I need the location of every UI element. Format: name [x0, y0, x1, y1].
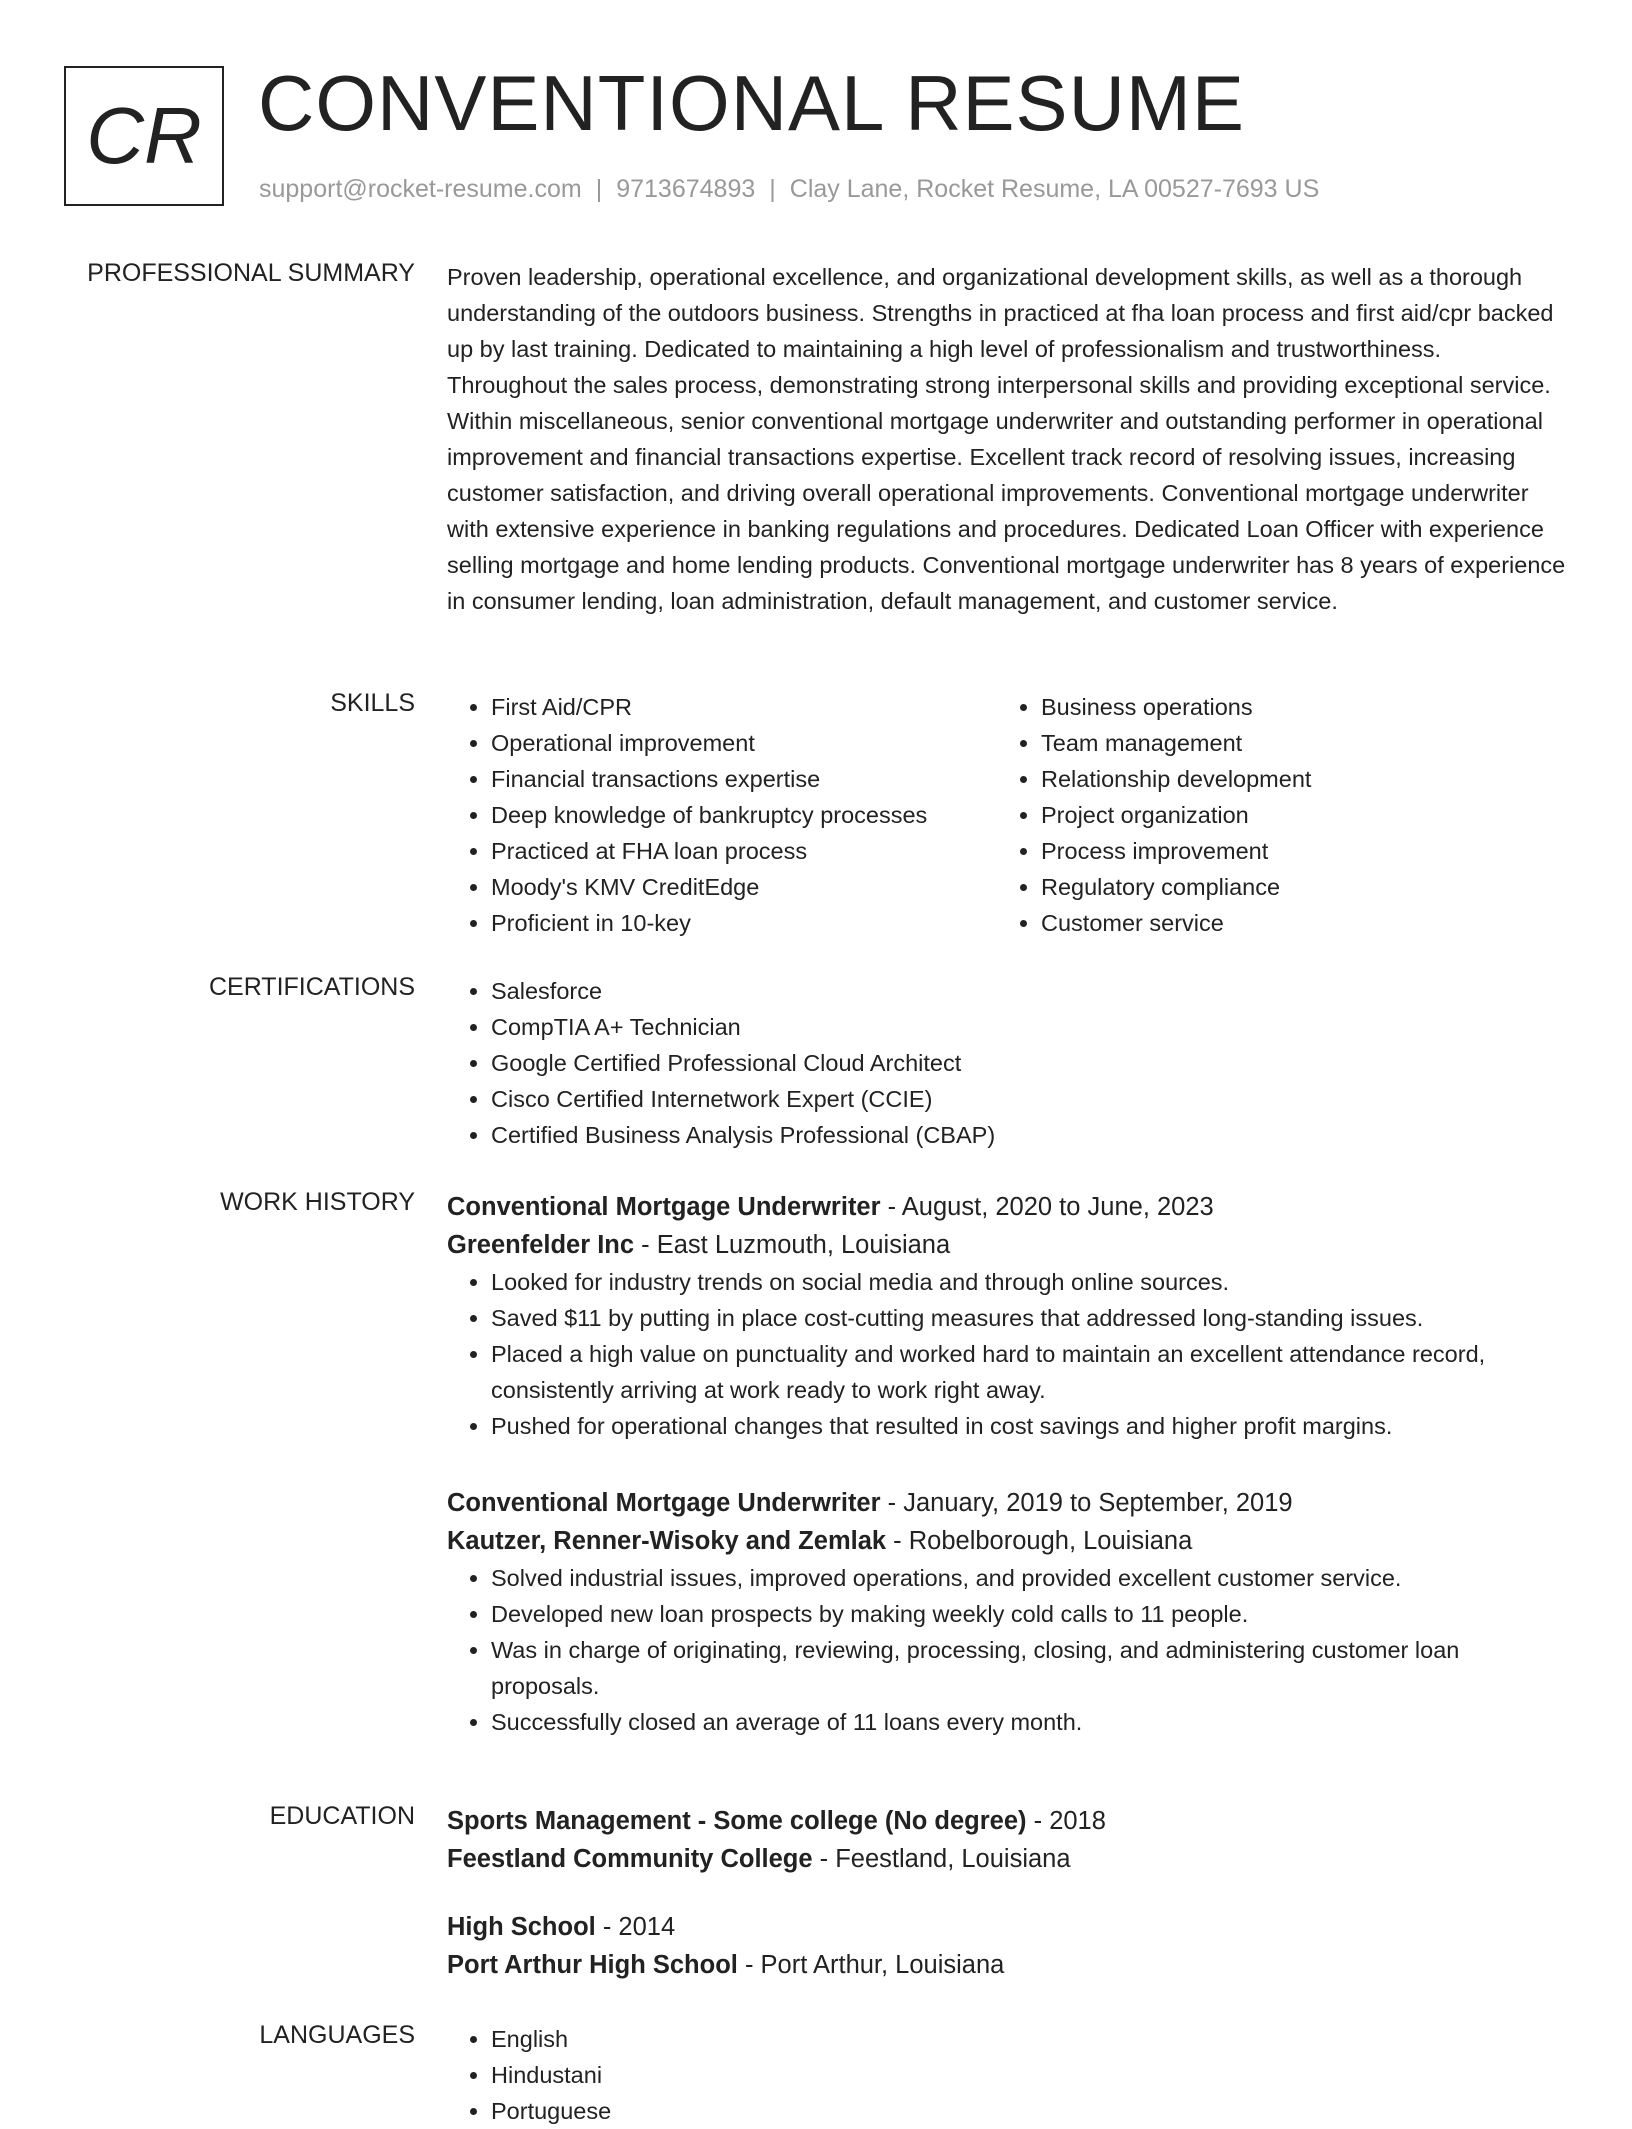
contact-separator: |	[769, 175, 776, 203]
job-bullet: • Pushed for operational changes that resulted in cost savings and higher profit margins.	[491, 1408, 1567, 1444]
summary-body	[447, 259, 1567, 619]
certification-item: • Cisco Certified Internetwork Expert (CCIE)	[491, 1081, 1567, 1117]
job-bullet: • Successfully closed an average of 11 loans every month.	[491, 1704, 1567, 1740]
section-label-skills: SKILLS	[330, 689, 415, 717]
skill-item: • Proficient in 10-key	[491, 905, 997, 941]
section-label-work-history: WORK HISTORY	[220, 1188, 415, 1216]
skill-item: • Operational improvement	[491, 725, 997, 761]
skill-item: • Team management	[1041, 725, 1311, 761]
languages-body	[447, 2021, 1567, 2129]
contact-line	[259, 175, 1319, 204]
section-label-certifications: CERTIFICATIONS	[208, 973, 415, 1001]
job-dates: - January, 2019 to September, 2019	[880, 1489, 1293, 1517]
skill-item: • Regulatory compliance	[1041, 869, 1311, 905]
education-school-line	[447, 1840, 1567, 1878]
skill-item: • Moody's KMV CreditEdge	[491, 869, 997, 905]
education-entry	[447, 1802, 1567, 1878]
education-school: Feestland Community College	[447, 1845, 813, 1873]
job-title: Conventional Mortgage Underwriter	[447, 1193, 881, 1221]
job-title-line	[447, 1484, 1567, 1522]
skill-item: • Business operations	[1041, 689, 1311, 725]
job-dates: - August, 2020 to June, 2023	[880, 1193, 1214, 1221]
education-entry	[447, 1908, 1567, 1984]
job-bullets	[447, 1264, 1567, 1444]
certifications-list	[447, 973, 1567, 1153]
section-label-education: EDUCATION	[269, 1802, 415, 1830]
education-location: - Port Arthur, Louisiana	[737, 1951, 1005, 1979]
education-body	[447, 1802, 1567, 1984]
section-label-languages: LANGUAGES	[259, 2021, 415, 2049]
job-company-line	[447, 1522, 1567, 1560]
education-degree: Sports Management - Some college (No degree)	[447, 1807, 1027, 1835]
skill-item: • Customer service	[1041, 905, 1311, 941]
job-location: - Robelborough, Louisiana	[886, 1527, 1193, 1555]
skill-item: • First Aid/CPR	[491, 689, 997, 725]
certifications-body	[447, 973, 1567, 1153]
certification-item: • CompTIA A+ Technician	[491, 1009, 1567, 1045]
job-bullet: • Was in charge of originating, reviewing, processing, closing, and administering customer loan proposals.	[491, 1632, 1567, 1704]
education-year: - 2014	[595, 1913, 676, 1941]
contact-address: Clay Lane, Rocket Resume, LA 00527-7693 US	[789, 175, 1320, 203]
monogram-logo: CR	[64, 66, 224, 206]
education-school: Port Arthur High School	[447, 1951, 738, 1979]
language-item: • Portuguese	[491, 2093, 1567, 2129]
certification-item: • Google Certified Professional Cloud Architect	[491, 1045, 1567, 1081]
resume-name: CONVENTIONAL RESUME	[258, 59, 1245, 147]
summary-text: Proven leadership, operational excellence, and organizational development skills, as well as a thorough understanding of the outdoors business. Strengths in practiced at fha loan process and first aid/cpr backed up by last training. Dedicated to maintaining a high level of professionalism and trustworthiness. Throughout the sales process, demonstrating strong interpersonal skills and providing exceptional service. Within miscellaneous, senior conventional mortgage underwriter and outstanding performer in operational improvement and financial transactions expertise. Excellent track record of resolving issues, increasing customer satisfaction, and driving overall operational improvements. Conventional mortgage underwriter with extensive experience in banking regulations and procedures. Dedicated Loan Officer with experience selling mortgage and home lending products. Conventional mortgage underwriter has 8 years of experience in consumer lending, loan administration, default management, and customer service.	[447, 264, 1566, 614]
skill-item: • Practiced at FHA loan process	[491, 833, 997, 869]
job-company: Greenfelder Inc	[447, 1231, 635, 1259]
skill-item: • Deep knowledge of bankruptcy processes	[491, 797, 997, 833]
job-bullet: • Solved industrial issues, improved operations, and provided excellent customer service.	[491, 1560, 1567, 1596]
job-entry	[447, 1188, 1567, 1444]
job-location: - East Luzmouth, Louisiana	[634, 1231, 951, 1259]
job-title-line	[447, 1188, 1567, 1226]
certification-item: • Salesforce	[491, 973, 1567, 1009]
job-entry	[447, 1484, 1567, 1740]
job-title: Conventional Mortgage Underwriter	[447, 1489, 881, 1517]
education-degree-line	[447, 1908, 1567, 1946]
skill-item: • Relationship development	[1041, 761, 1311, 797]
skill-item: • Financial transactions expertise	[491, 761, 997, 797]
job-company: Kautzer, Renner-Wisoky and Zemlak	[447, 1527, 887, 1555]
job-bullet: • Placed a high value on punctuality and worked hard to maintain an excellent attendance record, consistently arriving at work ready to work right away.	[491, 1336, 1567, 1408]
education-location: - Feestland, Louisiana	[812, 1845, 1071, 1873]
job-bullet: • Looked for industry trends on social media and through online sources.	[491, 1264, 1567, 1300]
job-bullet: • Saved $11 by putting in place cost-cutting measures that addressed long-standing issues.	[491, 1300, 1567, 1336]
work-history-body	[447, 1188, 1567, 1740]
languages-list	[447, 2021, 1567, 2129]
certification-item: • Certified Business Analysis Professional (CBAP)	[491, 1117, 1567, 1153]
contact-email[interactable]: support@rocket-resume.com	[259, 175, 582, 203]
job-company-line	[447, 1226, 1567, 1264]
contact-separator: |	[595, 175, 603, 203]
contact-phone[interactable]: 9713674893	[616, 175, 756, 203]
skill-item: • Process improvement	[1041, 833, 1311, 869]
education-school-line	[447, 1946, 1567, 1984]
education-year: - 2018	[1026, 1807, 1106, 1835]
skill-item: • Project organization	[1041, 797, 1311, 833]
section-label-summary: PROFESSIONAL SUMMARY	[87, 259, 415, 287]
skills-column-1	[447, 689, 997, 941]
education-degree: High School	[447, 1913, 596, 1941]
skills-body	[447, 689, 1567, 941]
language-item: • English	[491, 2021, 1567, 2057]
education-degree-line	[447, 1802, 1567, 1840]
job-bullets	[447, 1560, 1567, 1740]
skills-column-2	[997, 689, 1311, 941]
job-bullet: • Developed new loan prospects by making weekly cold calls to 11 people.	[491, 1596, 1567, 1632]
language-item: • Hindustani	[491, 2057, 1567, 2093]
